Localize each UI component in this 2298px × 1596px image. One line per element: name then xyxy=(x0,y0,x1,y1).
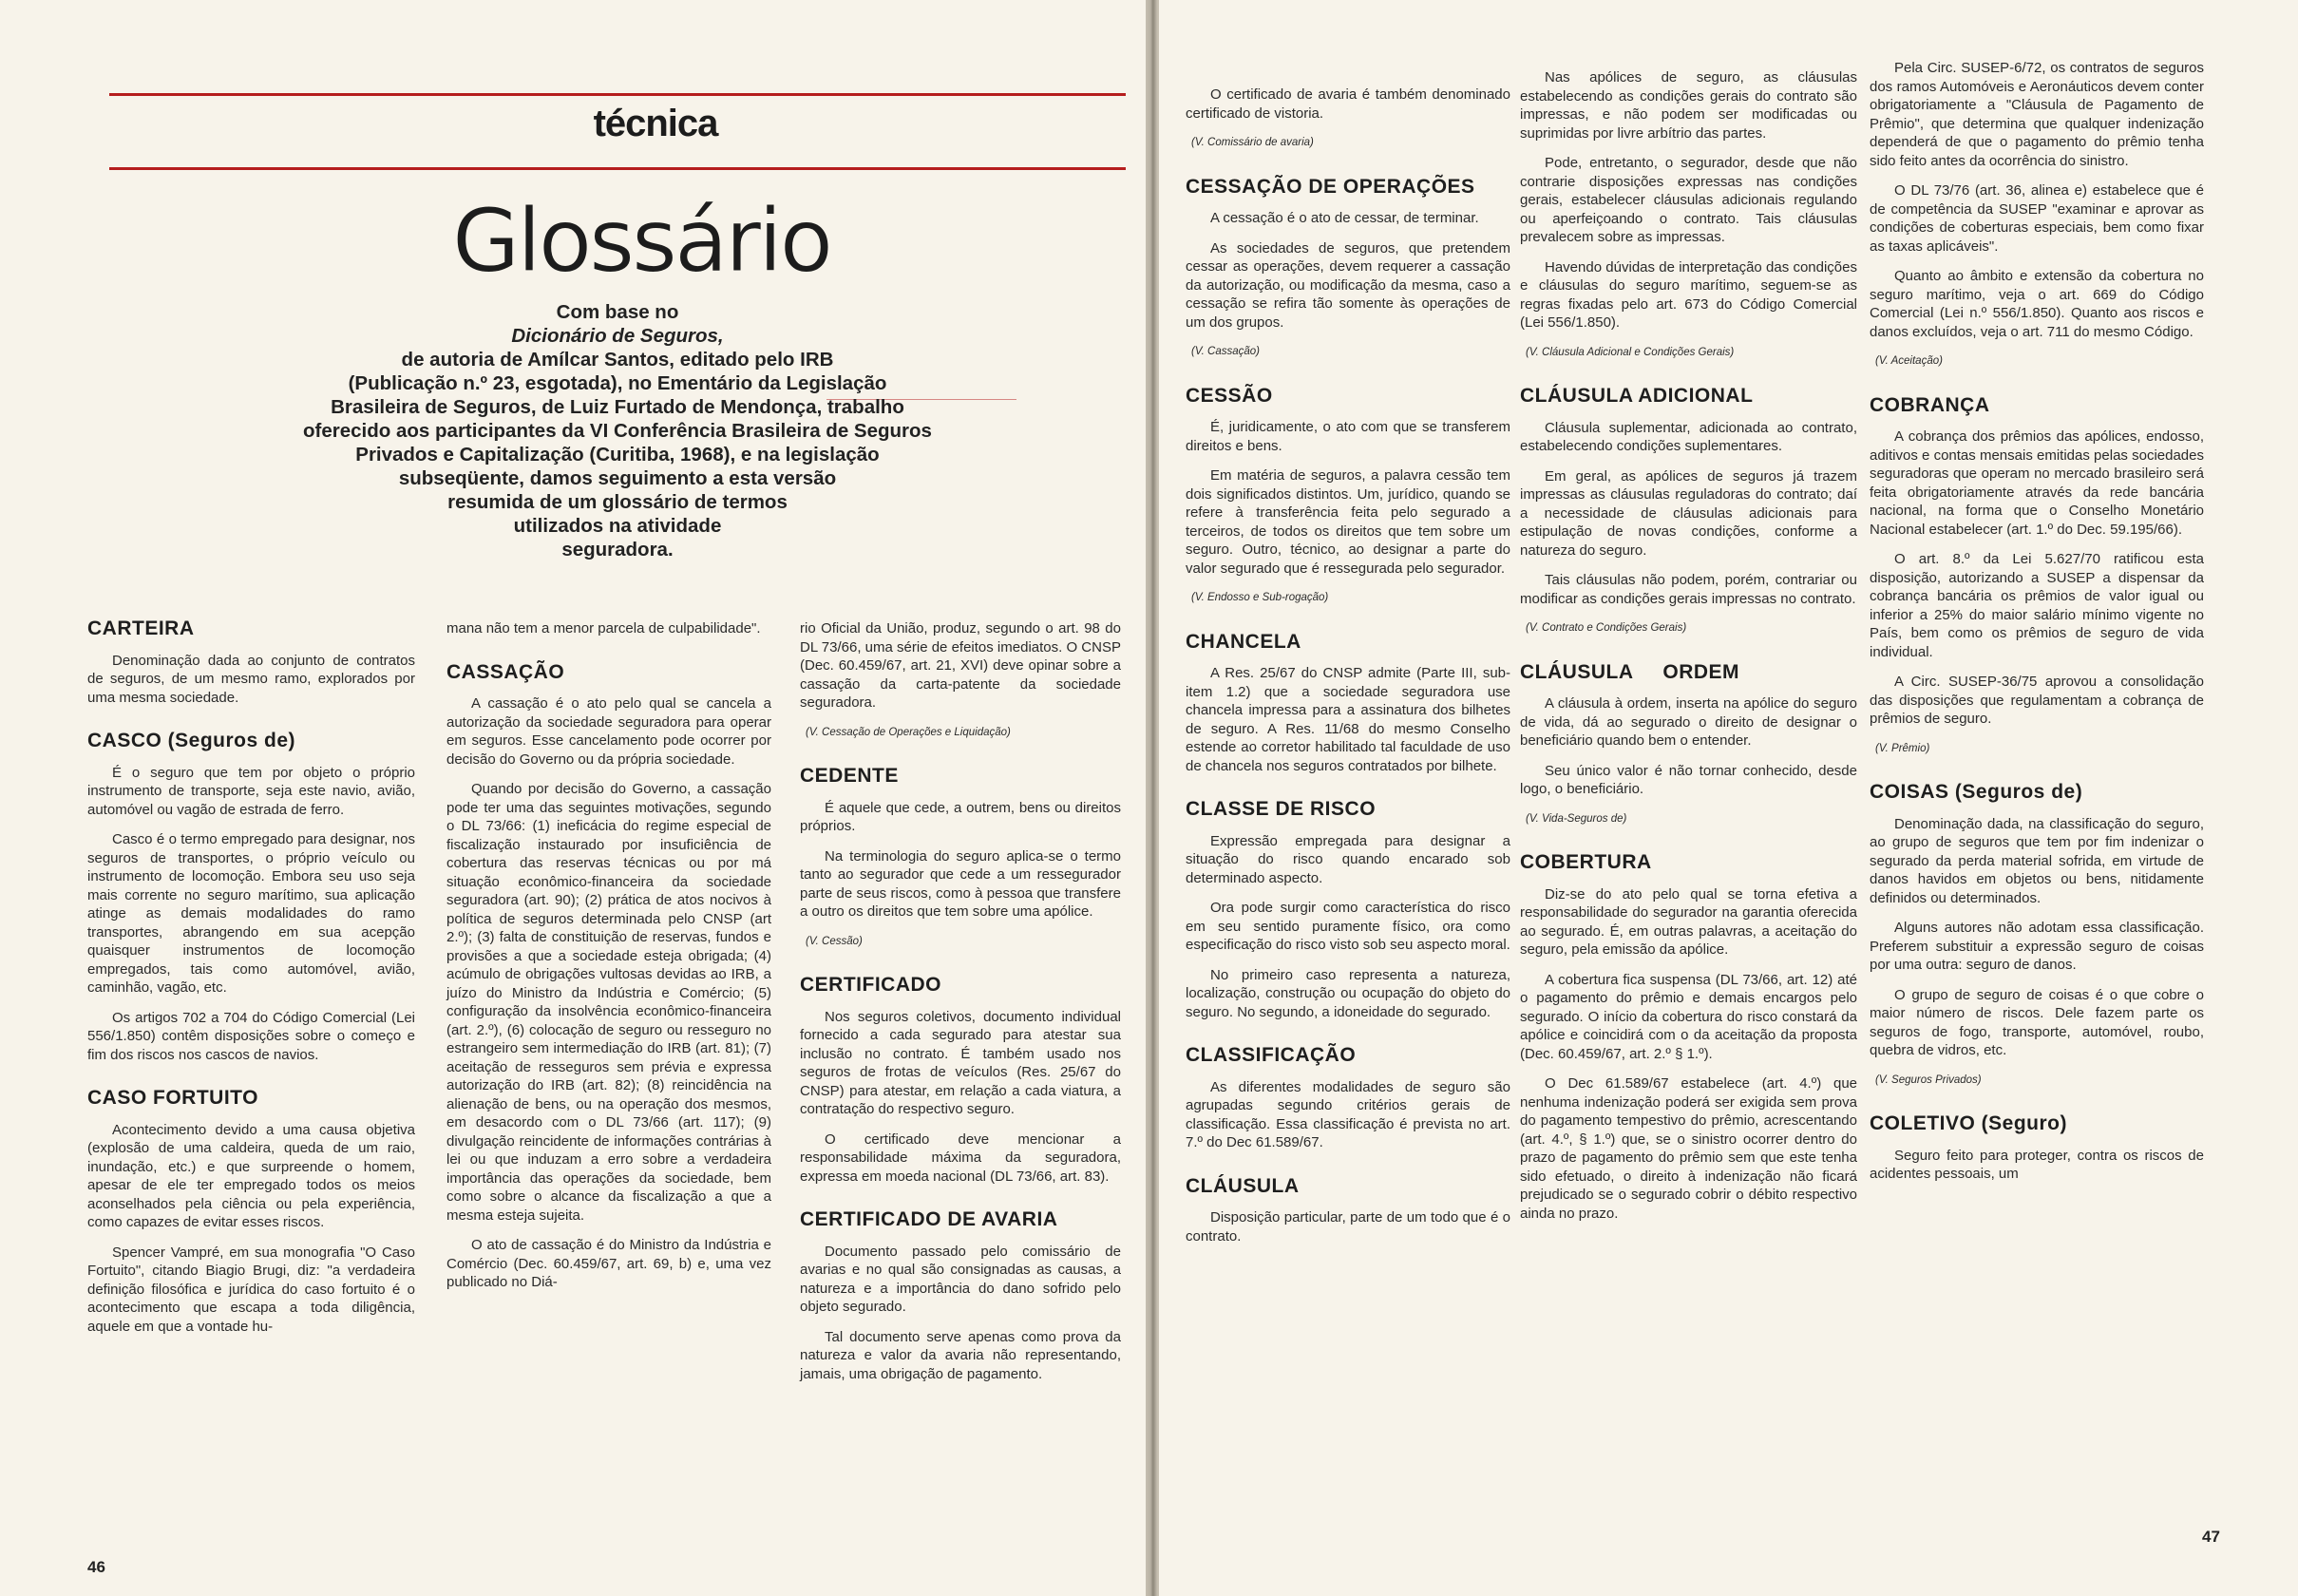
page-left xyxy=(0,0,1146,1596)
entry-heading: CASCO (Seguros de) xyxy=(87,730,296,751)
entry-text: O certificado deve mencionar a responsabilidade máxima da seguradora, expressa em moeda nacional (DL 73/66, art. 83). xyxy=(800,1130,1121,1185)
entry-text: Havendo dúvidas de interpretação das condições e cláusulas do seguro marítimo, seguem-se as regras fixadas pelo art. 673 do Código Comercial (Lei 556/1.850). xyxy=(1520,258,1857,331)
entry-text: Expressão empregada para designar a situação do risco quando encarado sob determinado aspecto. xyxy=(1186,832,1510,886)
entry-heading: CASSAÇÃO xyxy=(446,660,565,683)
cross-reference: (V. Cessão) xyxy=(806,935,863,947)
entry-text: Cláusula suplementar, adicionada ao contrato, estabelecendo condições suplementares. xyxy=(1520,419,1857,454)
entry-heading: COBRANÇA xyxy=(1870,393,1990,416)
entry-heading: COBERTURA xyxy=(1520,851,1652,873)
cross-reference: (V. Seguros Privados) xyxy=(1875,1074,1982,1086)
entry-text: Casco é o termo empregado para designar, nos seguros de transportes, o próprio veículo ou instrumento de locomoção. Embora seu uso seja mais corrente no seguro marítimo, sua aplicação atinge as demais modalidades do ramo transportes, abrangendo em sua acepção quaisquer instrumentos de locomoção empregados, tais como automóvel, avião, caminhão, vagão, etc. xyxy=(87,831,415,996)
entry-text: Seguro feito para proteger, contra os riscos de acidentes pessoais, um xyxy=(1870,1147,2204,1182)
entry-text: É, juridicamente, o ato com que se transferem direitos e bens. xyxy=(1186,419,1510,454)
entry-text: As diferentes modalidades de seguro são agrupadas segundo critérios gerais de classificação. Essa classificação é prevista no art. 7.º do Dec 61.589/67. xyxy=(1186,1078,1510,1150)
column-3 xyxy=(800,619,1121,1395)
intro-line: Dicionário de Seguros, xyxy=(511,325,724,347)
entry-heading: CEDENTE xyxy=(800,765,899,787)
entry-text: O DL 73/76 (art. 36, alinea e) estabelece que é de competência da SUSEP "examinar e aprovar as condições de coberturas especiais, bem como fixar as taxas aplicáveis". xyxy=(1870,182,2204,255)
entry-text: A Res. 25/67 do CNSP admite (Parte III, sub-item 1.2) que a sociedade seguradora use chancela impressa para a assinatura dos bilhetes de seguro. A Res. 11/68 do mesmo Conselho estende ao corretor habilitado tal faculdade de uso de chancela nos seguros contratados por bilhete. xyxy=(1186,665,1510,774)
intro-line: utilizados na atividade xyxy=(513,515,722,537)
entry-heading: CLÁUSULA xyxy=(1186,1174,1300,1197)
page-title: Glossário xyxy=(451,190,831,292)
entry-text: Na terminologia do seguro aplica-se o termo tanto ao segurador que cede a um ressegurador parte de seus riscos, como à pessoa que transfere a outro os direitos que tem sobre uma apólice. xyxy=(800,847,1121,920)
intro-line: (Publicação n.º 23, esgotada), no Ementário da Legislação xyxy=(348,372,887,394)
page-number: 46 xyxy=(87,1558,105,1576)
entry-text: É aquele que cede, a outrem, bens ou direitos próprios. xyxy=(800,799,1121,834)
cross-reference: (V. Comissário de avaria) xyxy=(1191,137,1314,148)
entry-text: Alguns autores não adotam essa classificação. Preferem substituir a expressão seguro de coisas por uma outra: seguro de danos. xyxy=(1870,920,2204,973)
cross-reference: (V. Endosso e Sub-rogação) xyxy=(1191,592,1329,603)
intro-line: seguradora. xyxy=(561,539,674,560)
entry-text: Ora pode surgir como característica do risco em seu sentido puramente físico, ora como especificação do risco visto sob seu aspecto moral. xyxy=(1186,900,1510,953)
entry-heading: CESSAÇÃO DE OPERAÇÕES xyxy=(1186,175,1475,198)
entry-heading: CERTIFICADO DE AVARIA xyxy=(800,1208,1058,1230)
intro-line: Brasileira de Seguros, de Luiz Furtado de Mendonça, trabalho xyxy=(331,396,904,418)
entry-heading: CLÁUSULA ADICIONAL xyxy=(1520,385,1754,407)
entry-text: O certificado de avaria é também denominado certificado de vistoria. xyxy=(1186,86,1510,122)
entry-text: Em geral, as apólices de seguros já trazem impressas as cláusulas reguladoras do contrato; daí a necessidade de cláusulas adicionais para estipulação de novas condições, conforme a natureza do seguro. xyxy=(1520,467,1857,559)
page-number: 47 xyxy=(2202,1528,2220,1546)
entry-text: A cessação é o ato de cessar, de terminar. xyxy=(1210,210,1479,226)
entry-heading: CERTIFICADO xyxy=(800,974,941,996)
entry-text: Denominação dada, na classificação do seguro, ao grupo de seguros que tem por fim indenizar o segurado da perda material sofrida, em virtude de danos havidos em objetos ou bens, nitidamente definidos ou determinados. xyxy=(1870,815,2204,906)
entry-heading: CLASSIFICAÇÃO xyxy=(1186,1044,1357,1066)
column-4 xyxy=(1186,86,1510,1257)
cross-reference: (V. Contrato e Condições Gerais) xyxy=(1526,622,1687,634)
cross-reference: (V. Vida-Seguros de) xyxy=(1526,812,1627,825)
entry-heading: CHANCELA xyxy=(1186,630,1301,653)
entry-heading: CASO FORTUITO xyxy=(87,1087,258,1109)
entry-text: No primeiro caso representa a natureza, localização, construção ou ocupação do objeto do seguro. No segundo, a idoneidade do segurado. xyxy=(1186,966,1510,1020)
intro-line: subseqüente, damos seguimento a esta versão xyxy=(398,467,837,489)
entry-text: Spencer Vampré, em sua monografia "O Caso Fortuito", citando Biagio Brugi, diz: "a verdadeira definição filosófica e jurídica do caso fortuito é o acontecimento que escapa a toda diligência, aquele em que a vontade hu- xyxy=(87,1244,415,1335)
entry-text: mana não tem a menor parcela de culpabilidade". xyxy=(446,620,761,636)
entry-heading: CLASSE DE RISCO xyxy=(1186,798,1377,820)
entry-heading: CARTEIRA xyxy=(87,618,195,639)
entry-text: As sociedades de seguros, que pretendem cessar as operações, devem requerer a cassação da autorização, ou modificação da mesma, caso a cessação se refira tão somente às operações de um dos grupos. xyxy=(1186,239,1510,331)
entry-text: A cassação é o ato pelo qual se cancela a autorização da sociedade seguradora para operar em seguros. Esse cancelamento pode ocorrer por decisão do Governo ou da própria sociedade. xyxy=(446,695,771,768)
entry-text: Disposição particular, parte de um todo que é o contrato. xyxy=(1186,1209,1510,1244)
cross-reference: (V. Prêmio) xyxy=(1875,742,1930,754)
entry-text: O Dec 61.589/67 estabelece (art. 4.º) que nenhuma indenização poderá ser exigida sem prova do pagamento tempestivo do prêmio, acrescentando (art. 4.º, § 1.º) que, se o sinistro ocorrer dentro do prazo de pagamento do prêmio sem que este tenha sido efetuado, o direito à indenização não ficará prejudicado se o segurado cobrir o débito respectivo ainda no prazo. xyxy=(1520,1075,1857,1222)
header-rule-bottom xyxy=(109,167,1126,170)
entry-text: Pode, entretanto, o segurador, desde que não contrarie disposições expressas nas condições gerais, estabelecer cláusulas adicionais regulando ou aperfeiçoando o contrato. Tais cláusulas prevalecem sobre as impressas. xyxy=(1520,155,1857,245)
cross-reference: (V. Aceitação) xyxy=(1875,355,1943,367)
entry-heading: CESSÃO xyxy=(1186,384,1273,407)
entry-text: rio Oficial da União, produz, segundo o art. 98 do DL 73/66, uma série de efeitos imediatos. O CNSP (Dec. 60.459/67, art. 21, XVI) deve opinar sobre a cassação da carta-patente da sociedade seguradora. xyxy=(800,620,1121,711)
entry-text: Quanto ao âmbito e extensão da cobertura no seguro marítimo, veja o art. 669 do Código Comercial (Lei n.º 556/1.850). Quanto aos riscos e danos excluídos, veja o art. 711 do mesmo Código. xyxy=(1870,268,2204,340)
column-2 xyxy=(446,619,771,1303)
entry-text: Em matéria de seguros, a palavra cessão tem dois significados distintos. Um, jurídico, quando se refere à transferência feita pelo segurado a terceiros, de todos os direitos que tem sobre um seguro. Outro, técnico, ao designar a parte do valor segurado que é ressegurada pelo segurador. xyxy=(1186,467,1510,577)
entry-heading: COISAS (Seguros de) xyxy=(1870,781,2083,803)
header-rule-top xyxy=(109,93,1126,96)
entry-heading: CLÁUSULA ORDEM xyxy=(1520,660,1740,683)
entry-text: Documento passado pelo comissário de avarias e no qual são consignadas as causas, a natureza e a importância do dano sofrido pelo objeto segurado. xyxy=(800,1243,1121,1315)
column-5 xyxy=(1520,68,1857,1234)
intro-line: Privados e Capitalização (Curitiba, 1968), e na legislação xyxy=(355,444,880,466)
entry-text: Os artigos 702 a 704 do Código Comercial (Lei 556/1.850) contêm disposições sobre o começo e fim dos riscos nos cascos de navios. xyxy=(87,1009,415,1063)
entry-text: Diz-se do ato pelo qual se torna efetiva a responsabilidade do segurador na garantia oferecida ao segurado. É, em outras palavras, a aceitação do seguro, pela emissão da apólice. xyxy=(1520,885,1857,958)
column-1 xyxy=(87,619,415,1347)
cross-reference: (V. Cassação) xyxy=(1191,346,1261,357)
entry-text: O ato de cassação é do Ministro da Indústria e Comércio (Dec. 60.459/67, art. 69, b) e, uma vez publicado no Diá- xyxy=(446,1237,771,1290)
intro-line: resumida de um glossário de termos xyxy=(447,491,788,513)
entry-text: A cobertura fica suspensa (DL 73/66, art. 12) até o pagamento do prêmio e demais encargos pelo segurado. O início da cobertura do risco constará da apólice e coincidirá com o da aceitação da proposta (Dec. 60.459/67, art. 2.º § 1.º). xyxy=(1520,971,1857,1062)
entry-text: A cláusula à ordem, inserta na apólice do seguro de vida, dá ao segurado o direito de designar o beneficiário quando bem o entender. xyxy=(1520,695,1857,749)
cross-reference: (V. Cláusula Adicional e Condições Gerais) xyxy=(1526,346,1735,358)
entry-text: A cobrança dos prêmios das apólices, endosso, aditivos e contas mensais emitidas pelas sociedades seguradoras que operam no mercado brasileiro será feita obrigatoriamente através da rede bancária nacional, na forma que o Conselho Monetário Nacional estabelecer (art. 1.º do Dec. 59.195/66). xyxy=(1870,428,2204,538)
intro-line: de autoria de Amílcar Santos, editado pelo IRB xyxy=(401,349,834,370)
entry-text: A Circ. SUSEP-36/75 aprovou a consolidação das disposições que regulamentam a cobrança de prêmios de seguro. xyxy=(1870,674,2204,727)
column-6 xyxy=(1870,59,2204,1195)
entry-text: Quando por decisão do Governo, a cassação pode ter uma das seguintes motivações, segundo o DL 73/66: (1) ineficácia do regime especial de fiscalização instaurado por insuficiência de cobertura das reservas técnicas ou por má situação econômico-financeira da sociedade seguradora (art. 90); (2) prática de atos nocivos à política de seguros determinada pelo CNSP (art 2.º); (3) falta de constituição de reservas, fundos e provisões a que a sociedade esteja obrigada; (4) acúmulo de obrigações vultosas devidas ao IRB, a juízo do Ministro da Indústria e Comércio; (5) configuração da insolvência econômico-financeira (art. 2.º), (6) colocação de seguro ou resseguro no estrangeiro sem intermediação do IRB (art. 81); (7) aceitação de resseguros sem prévia e expressa autorização do IRB (art. 82); (8) reincidência na alienação de bens, ou na operação dos mesmos, em desacordo com o DL 73/66 (art. 117); (9) divulgação reincidente de informações contrárias à lei ou que induzam a erro sobre a verdadeira importância das operações da sociedade, bem como sobre o alcance da fiscalização a que a mesma esteja sujeita. xyxy=(446,781,771,1224)
entry-text: Acontecimento devido a uma causa objetiva (explosão de uma caldeira, queda de um raio, inundação, etc.) e que surpreende o homem, apesar de ele ter empregado todos os meios aconselhados pela ciência ou pela experiência, como capazes de evitar esses riscos. xyxy=(87,1121,415,1230)
entry-text: Tal documento serve apenas como prova da natureza e valor da avaria não representando, jamais, uma obrigação de pagamento. xyxy=(800,1328,1121,1382)
intro-text xyxy=(228,300,1007,561)
entry-text: Seu único valor é não tornar conhecido, desde logo, o beneficiário. xyxy=(1520,762,1857,797)
entry-text: Pela Circ. SUSEP-6/72, os contratos de seguros dos ramos Automóveis e Aeronáuticos devem conter obrigatoriamente a "Cláusula de Pagamento de Prêmio", que determina que qualquer indenização dependerá de que o pagamento do prêmio tenha sido feito antes da ocorrência do sinistro. xyxy=(1870,60,2204,169)
page-right xyxy=(1159,0,2298,1596)
intro-line: oferecido aos participantes da VI Conferência Brasileira de Seguros xyxy=(303,420,932,442)
entry-text: O art. 8.º da Lei 5.627/70 ratificou esta disposição, autorizando a SUSEP a dispensar da cobrança bancária os prêmios de valor igual ou inferior a 25% do maior salário mínimo vigente no País, bem como os prêmios de seguro de vida individual. xyxy=(1870,551,2204,660)
entry-text: É o seguro que tem por objeto o próprio instrumento de transporte, seja este navio, avião, automóvel ou vagão de estrada de ferro. xyxy=(87,764,415,818)
entry-text: Tais cláusulas não podem, porém, contrariar ou modificar as condições gerais impressas no contrato. xyxy=(1520,572,1857,607)
entry-text: Denominação dada ao conjunto de contratos de seguros, de um mesmo ramo, explorados por uma mesma sociedade. xyxy=(87,652,415,706)
intro-line: Com base no xyxy=(556,301,679,323)
entry-text: O grupo de seguro de coisas é o que cobre o maior número de riscos. Dele fazem parte os seguros de fogo, transporte, automóvel, roubo, quebra de vidros, etc. xyxy=(1870,986,2204,1058)
cross-reference: (V. Cessação de Operações e Liquidação) xyxy=(806,726,1011,738)
section-title: técnica xyxy=(593,103,718,144)
entry-text: Nos seguros coletivos, documento individual fornecido a cada segurado para atestar sua inclusão no contrato. É também usado nos seguros de frotas de veículos (Res. 25/67 do CNSP) para atestar, em relação a cada viatura, a contratação do respectivo seguro. xyxy=(800,1008,1121,1117)
entry-heading: COLETIVO (Seguro) xyxy=(1870,1112,2067,1134)
entry-text: Nas apólices de seguro, as cláusulas estabelecendo as condições gerais do contrato são impressas, e não podem ser modificadas ou suprimidas por livre arbítrio das partes. xyxy=(1520,69,1857,142)
